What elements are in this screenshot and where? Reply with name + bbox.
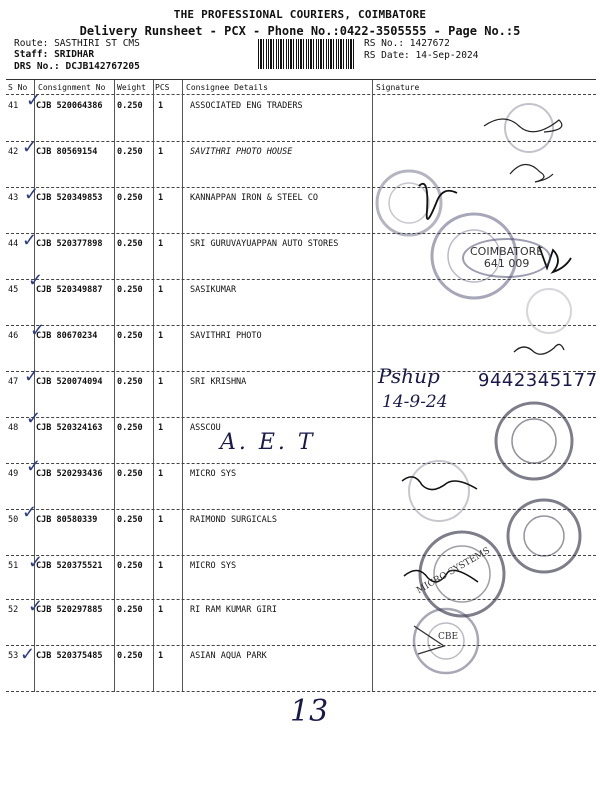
row-consignee: MICRO SYS — [190, 469, 237, 479]
row-weight: 0.250 — [117, 147, 143, 157]
checkmark-icon: ✓ — [24, 184, 40, 205]
stamp-icon — [420, 532, 504, 616]
row-consignee: SRI GURUVAYUAPPAN AUTO STORES — [190, 239, 339, 249]
signature-icon — [484, 119, 562, 132]
checkmark-icon: ✓ — [26, 408, 42, 429]
staff-line — [14, 49, 94, 60]
row-sno: 43 — [8, 193, 19, 203]
row-weight: 0.250 — [117, 605, 143, 615]
row-consignment: CJB 520297885 — [36, 605, 103, 615]
stamp-guruvayuappan — [462, 238, 551, 278]
handwritten-date: 14-9-24 — [382, 392, 448, 412]
row-consignee: KANNAPPAN IRON & STEEL CO — [190, 193, 318, 203]
row-consignment: CJB 520324163 — [36, 423, 103, 433]
row-consignee: ASSCOU — [190, 423, 221, 433]
rs-date-value: 14-Sep-2024 — [415, 50, 479, 61]
row-sno: 50 — [8, 515, 19, 525]
checkmark-icon: ✓ — [20, 644, 36, 665]
row-consignment: CJB 80580339 — [36, 515, 98, 525]
row-weight: 0.250 — [117, 101, 143, 111]
row-pcs: 1 — [158, 377, 164, 387]
row-consignment: CJB 80670234 — [36, 331, 98, 341]
drs-line — [14, 61, 140, 72]
row-sno: 41 — [8, 101, 19, 111]
row-pcs: 1 — [158, 147, 164, 157]
stamp-icon — [524, 516, 564, 556]
checkmark-icon: ✓ — [30, 320, 46, 341]
row-sno: 48 — [8, 423, 19, 433]
row-pcs: 1 — [158, 239, 164, 249]
table-header-rule — [6, 94, 596, 95]
row-pcs: 1 — [158, 331, 164, 341]
row-consignee: SAVITHRI PHOTO HOUSE — [190, 147, 293, 157]
col-header-consignee: Consignee Details — [186, 83, 268, 92]
stamp-icon — [409, 461, 469, 521]
rs-no-label: RS No.: — [364, 38, 405, 49]
stamp-icon — [508, 500, 580, 572]
row-consignment: CJB 520375521 — [36, 561, 103, 571]
route-label: Route: — [14, 38, 49, 49]
row-consignee: RAIMOND SURGICALS — [190, 515, 277, 525]
table-top-rule — [6, 79, 596, 80]
row-sno: 49 — [8, 469, 19, 479]
stamp-micro-systems: MICRO SYSTEMS — [415, 545, 492, 597]
row-sno: 51 — [8, 561, 19, 571]
row-consignment: CJB 520349887 — [36, 285, 103, 295]
stamp-cbe: CBE — [438, 632, 459, 642]
row-weight: 0.250 — [117, 285, 143, 295]
row-consignment: CJB 520377898 — [36, 239, 103, 249]
checkmark-icon: ✓ — [22, 502, 38, 523]
runsheet-subtitle: Delivery Runsheet - PCX - Phone No.:0422-3505555 - Page No.:5 — [79, 24, 521, 38]
staff-label: Staff: — [14, 49, 49, 60]
row-consignment: CJB 80569154 — [36, 147, 98, 157]
row-pcs: 1 — [158, 285, 164, 295]
stamp-icon — [496, 403, 572, 479]
rs-no-value: 1427672 — [409, 38, 450, 49]
col-header-weight: Weight — [117, 83, 146, 92]
row-sno: 47 — [8, 377, 19, 387]
checkmark-icon: ✓ — [24, 366, 40, 387]
col-header-consignment: Consignment No — [38, 83, 106, 92]
row-pcs: 1 — [158, 469, 164, 479]
row-consignee: MICRO SYS — [190, 561, 237, 571]
drs-label: DRS No.: — [14, 61, 60, 72]
route-value: SASTHIRI ST CMS — [54, 38, 140, 49]
route-line — [14, 38, 140, 49]
rs-date-line — [364, 50, 478, 61]
col-header-sno: S No — [8, 83, 28, 92]
row-consignment: CJB 520293436 — [36, 469, 103, 479]
row-pcs: 1 — [158, 651, 164, 661]
rs-date-label: RS Date: — [364, 50, 410, 61]
row-consignment: CJB 520375485 — [36, 651, 103, 661]
stamp-city: COIMBATORE — [470, 245, 544, 258]
row-weight: 0.250 — [117, 469, 143, 479]
stamp-pin: 641 009 — [483, 257, 530, 270]
row-sno: 46 — [8, 331, 19, 341]
stamp-icon — [377, 171, 441, 235]
signature-icon — [510, 164, 553, 182]
checkmark-icon: ✓ — [22, 137, 38, 158]
row-consignee: SRI KRISHNA — [190, 377, 247, 387]
row-pcs: 1 — [158, 605, 164, 615]
row-weight: 0.250 — [117, 561, 143, 571]
row-weight: 0.250 — [117, 377, 143, 387]
rs-no-line — [364, 38, 450, 49]
handwritten-total: 13 — [290, 694, 329, 729]
company-title: THE PROFESSIONAL COURIERS, COIMBATORE — [173, 8, 427, 21]
checkmark-icon: ✓ — [22, 230, 38, 251]
row-consignee: ASSOCIATED ENG TRADERS — [190, 101, 303, 111]
row-sno: 42 — [8, 147, 19, 157]
handwritten-name: Pshup — [378, 364, 440, 388]
stamp-icon — [512, 419, 556, 463]
checkmark-icon: ✓ — [28, 270, 44, 291]
row-pcs: 1 — [158, 101, 164, 111]
row-weight: 0.250 — [117, 515, 143, 525]
row-weight: 0.250 — [117, 193, 143, 203]
checkmark-icon: ✓ — [28, 596, 44, 617]
row-sno: 44 — [8, 239, 19, 249]
barcode-image — [258, 39, 356, 69]
checkmark-icon: ✓ — [26, 90, 42, 111]
row-consignment: CJB 520064386 — [36, 101, 103, 111]
handwritten-aet: A. E. T — [220, 430, 316, 455]
row-pcs: 1 — [158, 423, 164, 433]
checkmark-icon: ✓ — [28, 552, 44, 573]
row-weight: 0.250 — [117, 651, 143, 661]
row-pcs: 1 — [158, 193, 164, 203]
row-consignee: RI RAM KUMAR GIRI — [190, 605, 277, 615]
row-weight: 0.250 — [117, 239, 143, 249]
handwritten-phone: 9442345177 — [478, 370, 598, 391]
stamp-icon — [527, 289, 571, 333]
row-sno: 52 — [8, 605, 19, 615]
row-pcs: 1 — [158, 561, 164, 571]
drs-value: DCJB142767205 — [65, 61, 140, 72]
checkmark-icon: ✓ — [26, 456, 42, 477]
signature-icon — [514, 344, 564, 354]
col-header-signature: Signature — [376, 83, 420, 92]
row-consignee: SAVITHRI PHOTO — [190, 331, 262, 341]
row-consignee: ASIAN AQUA PARK — [190, 651, 267, 661]
row-sno: 53 — [8, 651, 19, 661]
stamp-icon — [389, 183, 429, 223]
row-consignment: CJB 520074094 — [36, 377, 103, 387]
row-weight: 0.250 — [117, 331, 143, 341]
row-pcs: 1 — [158, 515, 164, 525]
row-weight: 0.250 — [117, 423, 143, 433]
row-consignee: SASIKUMAR — [190, 285, 237, 295]
row-sno: 45 — [8, 285, 19, 295]
staff-value: SRIDHAR — [54, 49, 95, 60]
row-consignment: CJB 520349853 — [36, 193, 103, 203]
col-header-pcs: PCS — [155, 83, 170, 92]
